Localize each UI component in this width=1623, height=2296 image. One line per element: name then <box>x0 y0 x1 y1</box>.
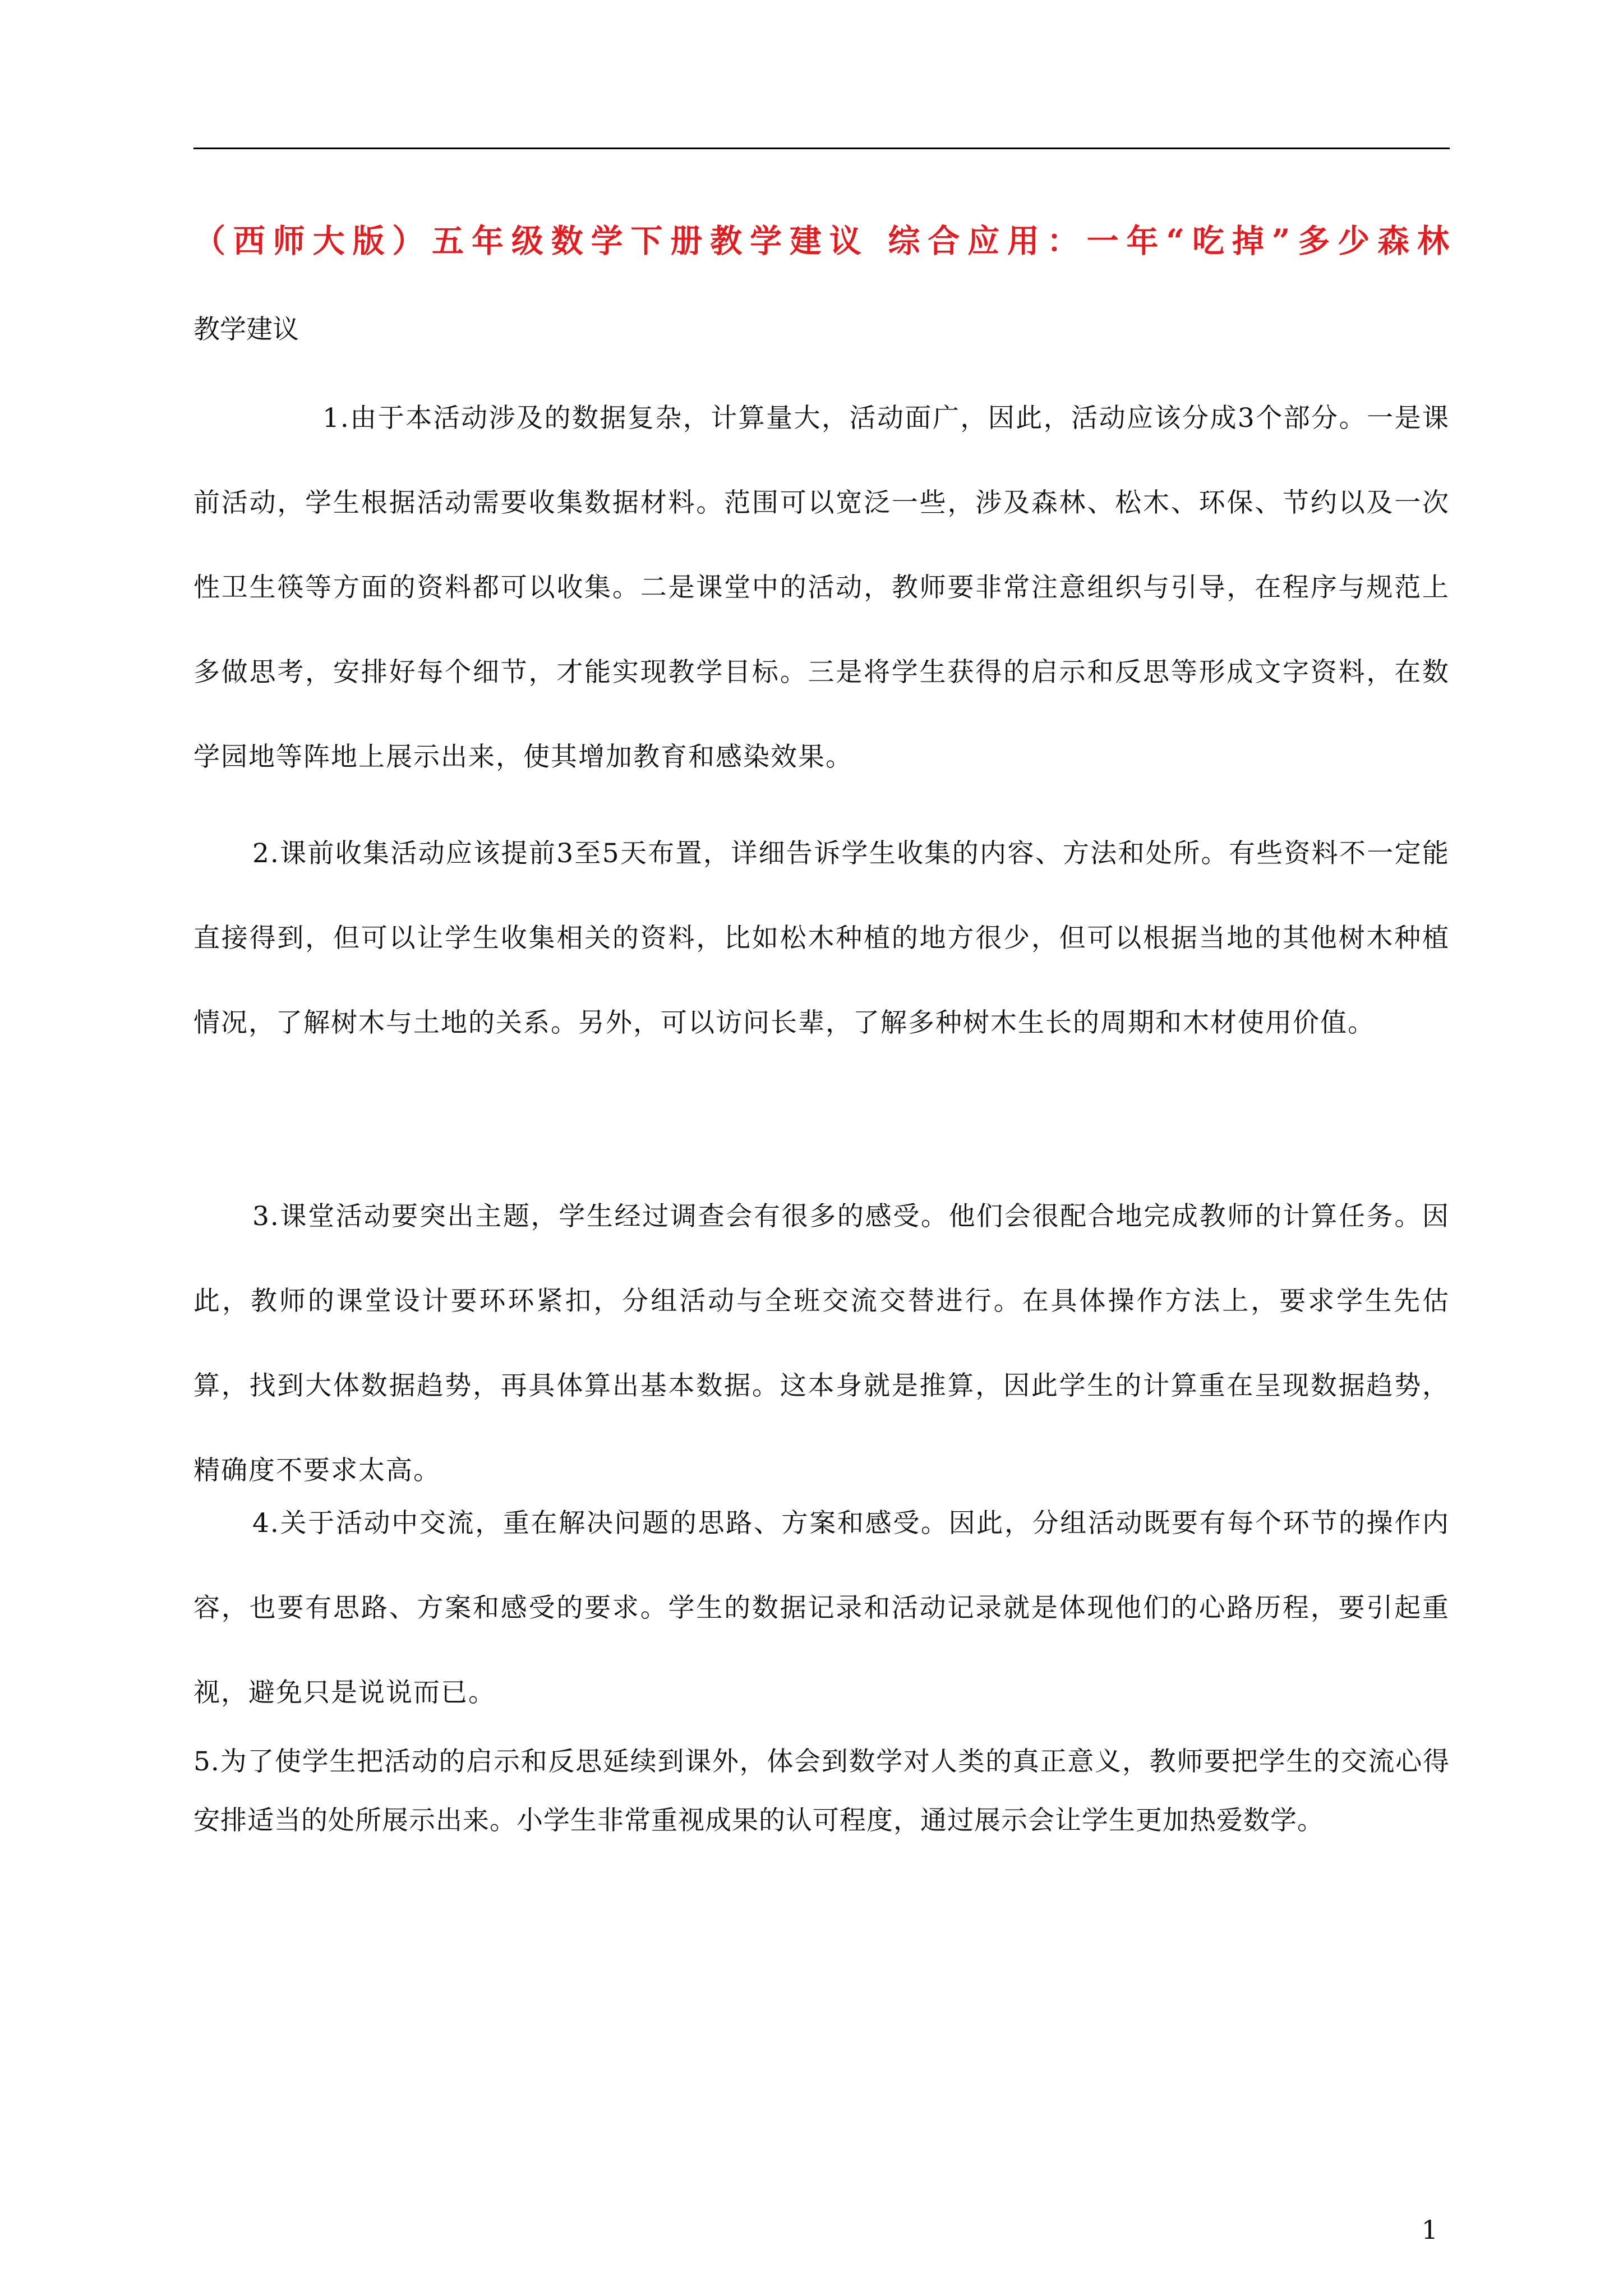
page-number: 1 <box>1421 2215 1438 2245</box>
document-title: （西师大版）五年级数学下册教学建议 综合应用：一年“吃掉”多少森林 <box>193 222 1450 260</box>
paragraph-3: 3.课堂活动要突出主题，学生经过调查会有很多的感受。他们会很配合地完成教师的计算任务。因此，教师的课堂设计要环环紧扣，分组活动与全班交流交替进行。在具体操作方法上，要求学生先估算，找到大体数据趋势，再具体算出基本数据。这本身就是推算，因此学生的计算重在呈现数据趋势，精确度不要求太高。 <box>193 1201 1450 1486</box>
paragraph-4: 4.关于活动中交流，重在解决问题的思路、方案和感受。因此，分组活动既要有每个环节的操作内容，也要有思路、方案和感受的要求。学生的数据记录和活动记录就是体现他们的心路历程，要引起重视，避免只是说说而已。 <box>193 1508 1450 1708</box>
header-rule <box>193 148 1450 149</box>
paragraph-1: 1.由于本活动涉及的数据复杂，计算量大，活动面广，因此，活动应该分成3个部分。一是课前活动，学生根据活动需要收集数据材料。范围可以宽泛一些，涉及森林、松木、环保、节约以及一次性卫生筷等方面的资料都可以收集。二是课堂中的活动，教师要非常注意组织与引导，在程序与规范上多做思考，安排好每个细节，才能实现教学目标。三是将学生获得的启示和反思等形成文字资料，在数学园地等阵地上展示出来，使其增加教育和感染效果。 <box>193 403 1450 772</box>
paragraph-5: 5.为了使学生把活动的启示和反思延续到课外，体会到数学对人类的真正意义，教师要把学生的交流心得安排适当的处所展示出来。小学生非常重视成果的认可程度，通过展示会让学生更加热爱数学。 <box>193 1746 1450 1836</box>
section-heading: 教学建议 <box>193 314 299 345</box>
paragraph-2: 2.课前收集活动应该提前3至5天布置，详细告诉学生收集的内容、方法和处所。有些资料不一定能直接得到，但可以让学生收集相关的资料，比如松木种植的地方很少，但可以根据当地的其他树木种植情况，了解树木与土地的关系。另外，可以访问长辈，了解多种树木生长的周期和木材使用价值。 <box>193 838 1450 1038</box>
